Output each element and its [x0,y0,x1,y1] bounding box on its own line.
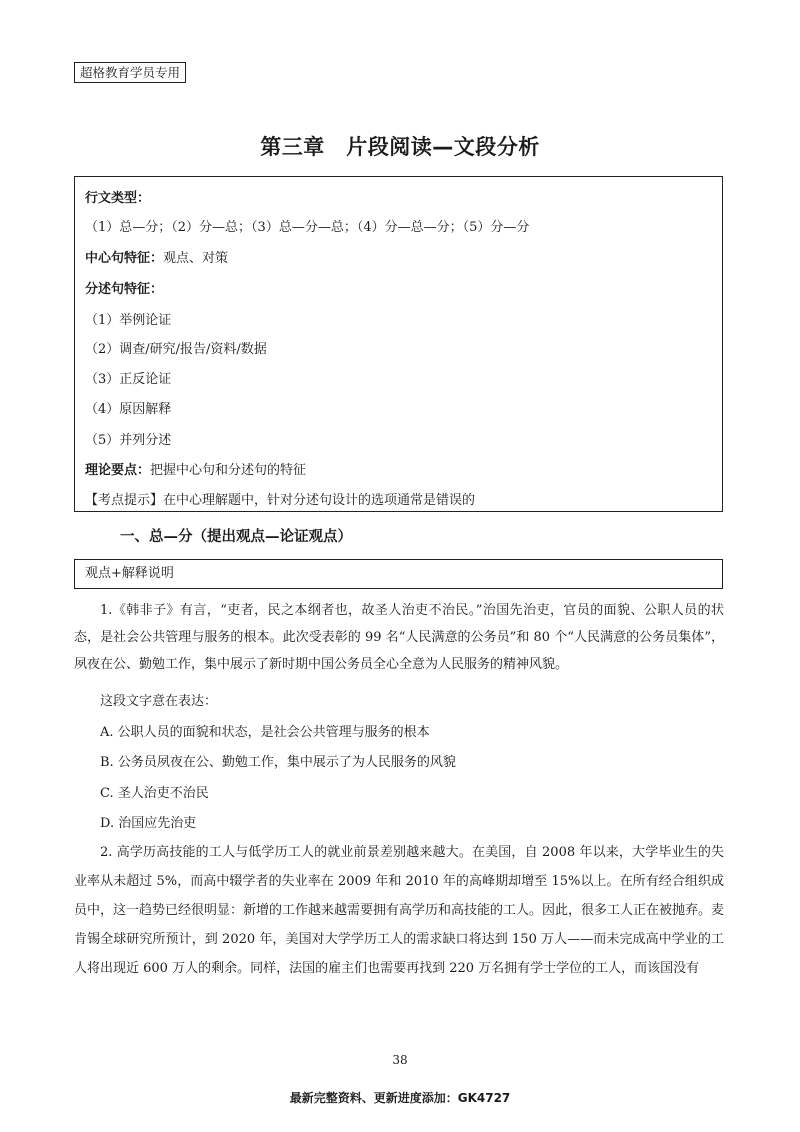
central-value: 观点、对策 [163,251,229,266]
central-label: 中心句特征： [85,251,164,266]
header-tag: 超格教育学员专用 [74,62,186,83]
section-title: 一、总—分（提出观点—论证观点） [120,529,352,545]
section-note-box [74,559,723,589]
chapter-title: 第三章 片段阅读—文段分析 [260,135,540,159]
theory-label: 理论要点： [85,463,151,478]
theory-row [85,459,306,478]
theory-value: 把握中心句和分述句的特征 [150,463,307,478]
central-sentence-row [85,247,228,266]
section-note: 观点+解释说明 [85,566,174,581]
question-1-option-d: D. 治国应先治吏 [100,816,197,831]
question-1-option-b: B. 公务员夙夜在公、勤勉工作，集中展示了为人民服务的风貌 [100,755,456,770]
support-item: （4）原因解释 [85,402,172,417]
support-item: （2）调查/研究/报告/资料/数据 [85,342,267,357]
style-label: 行文类型： [85,191,151,206]
style-list: （1）总—分；（2）分—总；（3）总—分—总；（4）分—总—分；（5）分—分 [85,220,530,235]
question-1-prompt: 这段文字意在表达： [100,694,218,709]
page-number: 38 [392,1053,408,1067]
support-item: （1）举例论证 [85,313,172,328]
question-1-option-c: C. 圣人治吏不治民 [100,786,209,801]
question-1-text: 1.《韩非子》有言，“吏者，民之本纲者也，故圣人治吏不治民。”治国先治吏，官员的面貌、公职人员的状态，是社会公共管理与服务的根本。此次受表彰的 99 名“人民满意的公务员”和 80 个“人民满意的公务员集体”，夙夜在公、勤勉工作，集中展示了新时期中国公务员全心全意为人民服务的精神风貌。 [74,603,724,672]
summary-box [74,176,723,512]
support-item: （3）正反论证 [85,372,172,387]
exam-tip: 【考点提示】在中心理解题中，针对分述句设计的选项通常是错误的 [85,493,476,508]
footer-note: 最新完整资料、更新进度添加：GK4727 [289,1091,511,1105]
support-label: 分述句特征： [85,282,164,297]
support-item: （5）并列分述 [85,433,172,448]
question-2-text: 2. 高学历高技能的工人与低学历工人的就业前景差别越来越大。在美国，自 2008 年以来，大学毕业生的失业率从未超过 5%，而高中辍学者的失业率在 2009 年和 2010 年的高峰期却增至 15%以上。在所有经合组织成员中，这一趋势已经很明显：新增的工作越来越需要拥有高学历和高技能的工人。因此，很多工人正在被抛弃。麦肯锡全球研究所预计，到 2020 年，美国对大学学历工人的需求缺口将达到 150 万人——而未完成高中学业的工人将出现近 600 万人的剩余。同样，法国的雇主们也需要再找到 220 万名拥有学士学位的工人，而该国没有 [74,845,725,976]
question-1-option-a: A. 公职人员的面貌和状态，是社会公共管理与服务的根本 [100,725,430,740]
